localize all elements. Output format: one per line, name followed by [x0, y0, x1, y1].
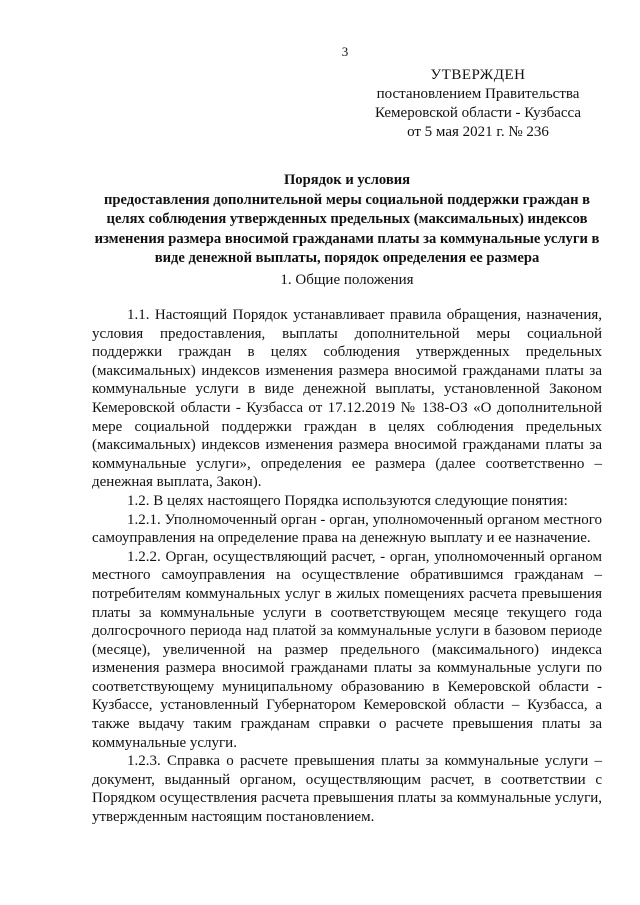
- approval-line-1: постановлением Правительства: [376, 86, 580, 102]
- document-title-rest: предоставления дополнительной меры социальной поддержки граждан в целях соблюдения утвержденных предельных (максимальных) индексов изменения размера вносимой гражданами платы за коммунальные услуги в виде денежной выплаты, порядок определения ее размера: [94, 191, 600, 266]
- approval-line-3: от 5 мая 2021 г. № 236: [407, 124, 549, 140]
- paragraph-1-2: 1.2. В целях настоящего Порядка используются следующие понятия:: [127, 492, 568, 509]
- paragraph-1-1: 1.1. Настоящий Порядок устанавливает правила обращения, назначения, условия предоставления, выплаты дополнительной меры социальной поддержки граждан в целях соблюдения утвержденных предельных (максимальных) индексов изменения размера вносимой гражданами платы за коммунальные услуги в виде денежной выплаты, установленной Законом Кемеровской области - Кузбасса от 17.12.2019 № 138-ОЗ «О дополнительной мере социальной поддержки граждан в целях соблюдения предельных (максимальных) индексов изменения размера вносимой гражданами платы за коммунальные услуги», определения ее размера (далее соответственно – денежная выплата, Закон).: [92, 307, 602, 491]
- paragraph-1-2-2: 1.2.2. Орган, осуществляющий расчет, - орган, уполномоченный органом местного самоуправления на осуществление обратившимся гражданам – потребителям коммунальных услуг в жилых помещениях расчета превышения платы за коммунальные услуги в соответствующем месяце текущего года долгосрочного периода над платой за коммунальные услуги в базовом периоде (месяце), увеличенной на размер предельного (максимального) индекса изменения размера вносимой гражданами платы за коммунальные услуги по соответствующему муниципальному образованию в Кемеровской области - Кузбассе, установленный Губернатором Кемеровской области – Кузбасса, а также выдачу таким гражданам справки о расчете превышения платы за коммунальные услуги.: [92, 548, 602, 751]
- document-body: [92, 306, 602, 827]
- page-number: 3: [341, 44, 349, 59]
- section-heading: 1. Общие положения: [280, 272, 414, 288]
- paragraph-1-2-3: 1.2.3. Справка о расчете превышения платы за коммунальные услуги – документ, выданный органом, осуществляющим расчет, в соответствии с Порядком осуществления расчета превышения платы за коммунальные услуги, утвержденным настоящим постановлением.: [92, 753, 602, 826]
- document-title: [92, 171, 602, 269]
- approval-line-2: Кемеровской области - Кузбасса: [374, 105, 582, 121]
- paragraph-1-2-1: 1.2.1. Уполномоченный орган - орган, уполномоченный органом местного самоуправления на определение права на денежную выплату и ее назначение.: [92, 511, 602, 547]
- document-title-line-1: Порядок и условия: [283, 172, 411, 188]
- approval-title: УТВЕРЖДЕН: [430, 67, 526, 83]
- approval-stamp: [368, 66, 588, 142]
